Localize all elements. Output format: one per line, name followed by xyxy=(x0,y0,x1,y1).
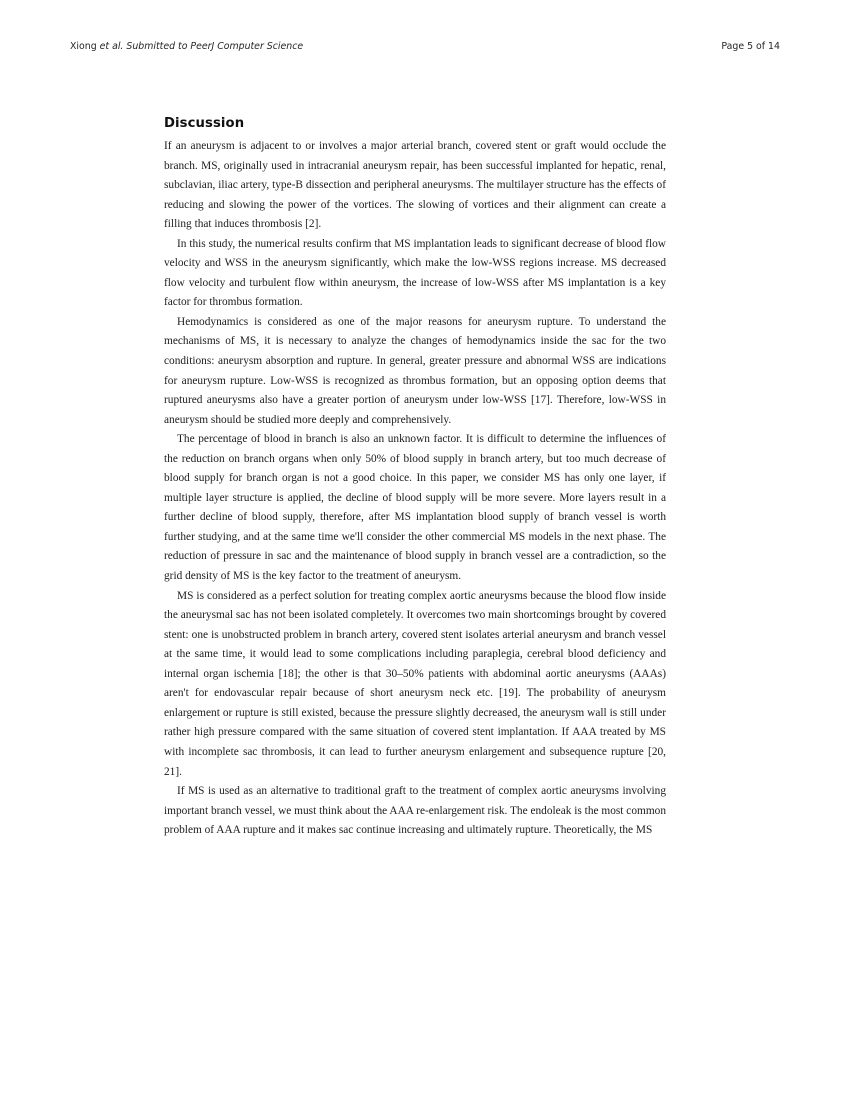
header-citation xyxy=(70,41,303,52)
paragraph-4: The percentage of blood in branch is also an unknown factor. It is difficult to determine the influences of the reduction on branch organs when only 50% of blood supply in branch artery, but too much decrease of blood supply for branch organ is not a good choice. In this paper, we consider MS has only one layer, if multiple layer structure is applied, the decline of blood supply will be more severe. More layers result in a further decline of blood supply, therefore, after MS implantation blood supply of branch vessel is worth further studying, and at the same time we'll consider the other commercial MS models in the next phase. The reduction of pressure in sac and the maintenance of blood supply in branch vessel are a contradiction, so the grid density of MS is the key factor to the treatment of aneurysm. xyxy=(164,433,666,583)
paragraph-5: MS is considered as a perfect solution for treating complex aortic aneurysms because the blood flow inside the aneurysmal sac has not been isolated completely. It overcomes two main shortcomings brought by covered stent: one is unobstructed problem in branch artery, covered stent isolates arterial aneurysm and branch vessel at the same time, it would lead to some complications including paraplegia, cerebral blood deficiency and internal organ ischemia [18]; the other is that 30–50% patients with abdominal aortic aneurysms (AAAs) aren't for endovascular repair because of short aneurysm neck etc. [19]. The probability of aneurysm enlargement or rupture is still existed, because the pressure slightly decreased, the aneurysm wall is still under rather high pressure compared with the same situation of covered stent implantation. If AAA treated by MS with incomplete sac thrombosis, it can lead to further aneurysm enlargement and subsequence rupture [20, 21]. xyxy=(164,589,666,778)
text-column xyxy=(164,116,666,841)
paragraph-6: If MS is used as an alternative to traditional graft to the treatment of complex aortic aneurysms involving important branch vessel, we must think about the AAA re-enlargement risk. The endoleak is the most common problem of AAA rupture and it makes sac continue increasing and ultimately rupture. Theoretically, the MS xyxy=(164,785,666,837)
paragraph-3: Hemodynamics is considered as one of the major reasons for aneurysm rupture. To understand the mechanisms of MS, it is necessary to analyze the changes of hemodynamics inside the sac for the two conditions: aneurysm absorption and rupture. In general, greater pressure and abnormal WSS are indications for aneurysm rupture. Low-WSS is recognized as thrombus formation, but an opposing option deems that ruptured aneurysms also have a greater portion of aneurysm under low-WSS [17]. Therefore, low-WSS in aneurysm should be studied more deeply and comprehensively. xyxy=(164,315,666,426)
running-header xyxy=(70,41,780,57)
header-author-name: Xiong xyxy=(70,41,97,52)
page-title: Discussion xyxy=(164,116,245,131)
paragraph-2: In this study, the numerical results confirm that MS implantation leads to significant decrease of blood flow velocity and WSS in the aneurysm significantly, which make the low-WSS regions increase. MS decreased flow velocity and turbulent flow within aneurysm, the increase of low-WSS after MS implantation is a key factor for thrombus formation. xyxy=(164,237,666,309)
paragraph-1: If an aneurysm is adjacent to or involves a major arterial branch, covered stent or graft would occlude the branch. MS, originally used in intracranial aneurysm repair, has been successful implanted for hepatic, renal, subclavian, iliac artery, type-B dissection and peripheral aneurysms. The multilayer structure has the effects of reducing and slowing the power of the vortices. The slowing of vortices and their alignment can create a filling that induces thrombosis [2]. xyxy=(164,140,666,231)
header-venue-title: et al. Submitted to PeerJ Computer Science xyxy=(99,41,304,52)
header-page-number: Page 5 of 14 xyxy=(721,41,780,52)
